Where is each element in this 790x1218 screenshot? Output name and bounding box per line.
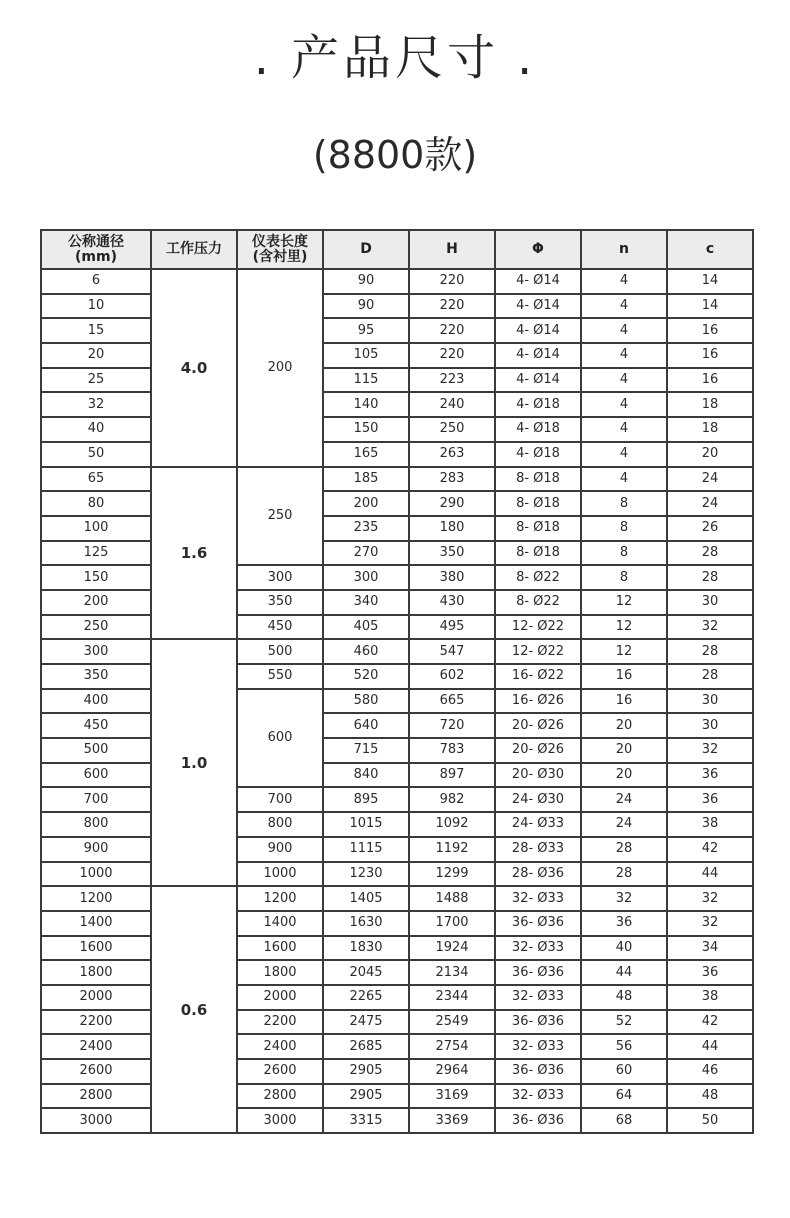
cell-d: 640 [323,713,409,738]
cell-h: 430 [409,590,495,615]
cell-n: 16 [581,664,667,689]
cell-h: 350 [409,541,495,566]
cell-d: 300 [323,565,409,590]
cell-phi: 20- Ø26 [495,738,581,763]
table-row [41,911,753,936]
cell-nominal-diameter: 6 [41,269,151,294]
cell-n: 28 [581,837,667,862]
table-row [41,713,753,738]
cell-phi: 16- Ø22 [495,664,581,689]
cell-d: 1230 [323,862,409,887]
cell-nominal-diameter: 2400 [41,1034,151,1059]
cell-nominal-diameter: 65 [41,467,151,492]
cell-c: 16 [667,318,753,343]
table-row [41,541,753,566]
header-h: H [409,230,495,269]
table-row [41,294,753,319]
cell-n: 20 [581,738,667,763]
cell-n: 44 [581,960,667,985]
cell-n: 20 [581,763,667,788]
cell-nominal-diameter: 200 [41,590,151,615]
cell-meter-length: 300 [237,565,323,590]
cell-c: 16 [667,368,753,393]
cell-nominal-diameter: 50 [41,442,151,467]
cell-meter-length: 800 [237,812,323,837]
cell-n: 12 [581,615,667,640]
cell-c: 20 [667,442,753,467]
cell-h: 180 [409,516,495,541]
cell-d: 2045 [323,960,409,985]
cell-phi: 32- Ø33 [495,985,581,1010]
cell-h: 1700 [409,911,495,936]
cell-d: 165 [323,442,409,467]
cell-meter-length: 500 [237,639,323,664]
cell-h: 290 [409,491,495,516]
cell-d: 2265 [323,985,409,1010]
table-row [41,763,753,788]
cell-c: 14 [667,269,753,294]
cell-d: 90 [323,269,409,294]
cell-phi: 4- Ø18 [495,392,581,417]
header-d: D [323,230,409,269]
cell-d: 1630 [323,911,409,936]
cell-phi: 36- Ø36 [495,911,581,936]
cell-phi: 4- Ø14 [495,269,581,294]
cell-nominal-diameter: 2200 [41,1010,151,1035]
cell-phi: 8- Ø18 [495,516,581,541]
cell-meter-length: 2800 [237,1084,323,1109]
cell-meter-length: 1400 [237,911,323,936]
table-row [41,1108,753,1133]
cell-n: 24 [581,787,667,812]
cell-meter-length: 2000 [237,985,323,1010]
cell-n: 4 [581,269,667,294]
cell-c: 30 [667,713,753,738]
cell-nominal-diameter: 600 [41,763,151,788]
cell-meter-length: 2400 [237,1034,323,1059]
cell-nominal-diameter: 1800 [41,960,151,985]
cell-d: 520 [323,664,409,689]
cell-phi: 4- Ø14 [495,343,581,368]
cell-nominal-diameter: 125 [41,541,151,566]
cell-meter-length: 3000 [237,1108,323,1133]
cell-c: 24 [667,467,753,492]
cell-h: 220 [409,294,495,319]
cell-n: 52 [581,1010,667,1035]
cell-c: 48 [667,1084,753,1109]
table-row [41,1010,753,1035]
cell-phi: 28- Ø33 [495,837,581,862]
table-row [41,318,753,343]
page-title [0,28,790,88]
cell-nominal-diameter: 25 [41,368,151,393]
table-row [41,664,753,689]
cell-meter-length: 1800 [237,960,323,985]
cell-c: 32 [667,886,753,911]
cell-nominal-diameter: 1000 [41,862,151,887]
cell-working-pressure: 1.6 [151,467,237,640]
table-row [41,392,753,417]
cell-d: 405 [323,615,409,640]
cell-nominal-diameter: 15 [41,318,151,343]
cell-d: 2905 [323,1059,409,1084]
cell-c: 32 [667,911,753,936]
cell-d: 2475 [323,1010,409,1035]
cell-h: 2549 [409,1010,495,1035]
cell-n: 56 [581,1034,667,1059]
cell-nominal-diameter: 300 [41,639,151,664]
cell-n: 24 [581,812,667,837]
cell-h: 220 [409,343,495,368]
cell-n: 8 [581,491,667,516]
cell-phi: 4- Ø14 [495,368,581,393]
cell-nominal-diameter: 40 [41,417,151,442]
cell-h: 380 [409,565,495,590]
cell-c: 36 [667,763,753,788]
table-row [41,886,753,911]
cell-n: 4 [581,392,667,417]
table-row [41,787,753,812]
cell-d: 715 [323,738,409,763]
cell-phi: 32- Ø33 [495,1084,581,1109]
cell-d: 1405 [323,886,409,911]
cell-d: 2685 [323,1034,409,1059]
cell-n: 4 [581,442,667,467]
cell-d: 580 [323,689,409,714]
cell-c: 36 [667,787,753,812]
table-row [41,1059,753,1084]
cell-h: 283 [409,467,495,492]
cell-h: 263 [409,442,495,467]
cell-n: 40 [581,936,667,961]
cell-meter-length: 350 [237,590,323,615]
table-row [41,936,753,961]
cell-c: 18 [667,392,753,417]
cell-h: 1299 [409,862,495,887]
cell-h: 240 [409,392,495,417]
cell-c: 28 [667,664,753,689]
cell-h: 897 [409,763,495,788]
cell-nominal-diameter: 1400 [41,911,151,936]
cell-phi: 4- Ø14 [495,318,581,343]
cell-n: 60 [581,1059,667,1084]
cell-nominal-diameter: 800 [41,812,151,837]
cell-d: 185 [323,467,409,492]
table-row [41,639,753,664]
cell-d: 3315 [323,1108,409,1133]
table-row [41,812,753,837]
model-subtitle: (8800款) [312,133,478,177]
header-n: n [581,230,667,269]
cell-c: 42 [667,1010,753,1035]
cell-meter-length: 1200 [237,886,323,911]
cell-nominal-diameter: 20 [41,343,151,368]
cell-n: 28 [581,862,667,887]
cell-c: 50 [667,1108,753,1133]
cell-phi: 16- Ø26 [495,689,581,714]
title-dot-left: . [253,30,273,86]
cell-phi: 20- Ø30 [495,763,581,788]
cell-phi: 32- Ø33 [495,886,581,911]
header-working-pressure: 工作压力 [151,230,237,269]
cell-phi: 24- Ø30 [495,787,581,812]
cell-nominal-diameter: 2800 [41,1084,151,1109]
cell-phi: 36- Ø36 [495,1010,581,1035]
cell-nominal-diameter: 1200 [41,886,151,911]
cell-n: 68 [581,1108,667,1133]
cell-meter-length: 250 [237,467,323,566]
cell-d: 140 [323,392,409,417]
table-row [41,960,753,985]
cell-c: 32 [667,738,753,763]
cell-c: 30 [667,689,753,714]
dimension-table [40,229,754,1134]
cell-h: 1924 [409,936,495,961]
cell-n: 8 [581,541,667,566]
cell-phi: 12- Ø22 [495,615,581,640]
cell-c: 14 [667,294,753,319]
cell-phi: 36- Ø36 [495,960,581,985]
cell-phi: 32- Ø33 [495,1034,581,1059]
cell-meter-length: 700 [237,787,323,812]
cell-n: 36 [581,911,667,936]
cell-n: 12 [581,590,667,615]
cell-c: 36 [667,960,753,985]
cell-nominal-diameter: 2000 [41,985,151,1010]
cell-c: 18 [667,417,753,442]
cell-h: 602 [409,664,495,689]
cell-h: 2344 [409,985,495,1010]
title-dot-right: . [517,30,537,86]
cell-h: 220 [409,269,495,294]
cell-c: 28 [667,565,753,590]
cell-d: 1115 [323,837,409,862]
cell-phi: 36- Ø36 [495,1108,581,1133]
cell-working-pressure: 0.6 [151,886,237,1133]
cell-n: 64 [581,1084,667,1109]
cell-meter-length: 2200 [237,1010,323,1035]
cell-nominal-diameter: 100 [41,516,151,541]
cell-d: 895 [323,787,409,812]
cell-phi: 4- Ø18 [495,417,581,442]
cell-h: 250 [409,417,495,442]
table-row [41,417,753,442]
cell-h: 783 [409,738,495,763]
cell-nominal-diameter: 450 [41,713,151,738]
cell-c: 44 [667,1034,753,1059]
table-row [41,837,753,862]
cell-n: 16 [581,689,667,714]
cell-phi: 8- Ø22 [495,565,581,590]
cell-nominal-diameter: 3000 [41,1108,151,1133]
cell-n: 4 [581,417,667,442]
cell-nominal-diameter: 250 [41,615,151,640]
table-row [41,862,753,887]
cell-meter-length: 200 [237,269,323,467]
cell-phi: 20- Ø26 [495,713,581,738]
cell-c: 44 [667,862,753,887]
cell-d: 2905 [323,1084,409,1109]
table-row [41,467,753,492]
cell-d: 1830 [323,936,409,961]
header-nominal-diameter: 公称通径 (mm) [41,230,151,269]
cell-n: 4 [581,368,667,393]
cell-d: 90 [323,294,409,319]
cell-nominal-diameter: 900 [41,837,151,862]
cell-h: 1488 [409,886,495,911]
table-header-row [41,230,753,269]
cell-phi: 12- Ø22 [495,639,581,664]
header-c: c [667,230,753,269]
cell-d: 1015 [323,812,409,837]
cell-d: 105 [323,343,409,368]
cell-c: 38 [667,985,753,1010]
cell-nominal-diameter: 10 [41,294,151,319]
cell-phi: 28- Ø36 [495,862,581,887]
cell-meter-length: 2600 [237,1059,323,1084]
cell-nominal-diameter: 700 [41,787,151,812]
table-row [41,565,753,590]
cell-c: 42 [667,837,753,862]
cell-phi: 8- Ø18 [495,467,581,492]
cell-phi: 4- Ø18 [495,442,581,467]
cell-working-pressure: 4.0 [151,269,237,467]
cell-h: 2134 [409,960,495,985]
cell-meter-length: 900 [237,837,323,862]
cell-nominal-diameter: 500 [41,738,151,763]
cell-phi: 8- Ø18 [495,541,581,566]
cell-phi: 24- Ø33 [495,812,581,837]
cell-h: 495 [409,615,495,640]
cell-c: 16 [667,343,753,368]
cell-h: 220 [409,318,495,343]
title-text: 产品尺寸 [290,30,499,86]
cell-h: 547 [409,639,495,664]
header-phi: Φ [495,230,581,269]
cell-n: 8 [581,516,667,541]
table-row [41,689,753,714]
cell-phi: 32- Ø33 [495,936,581,961]
cell-h: 1192 [409,837,495,862]
table-row [41,491,753,516]
cell-h: 665 [409,689,495,714]
cell-n: 4 [581,318,667,343]
cell-phi: 8- Ø22 [495,590,581,615]
cell-c: 24 [667,491,753,516]
table-row [41,269,753,294]
cell-d: 840 [323,763,409,788]
cell-n: 4 [581,294,667,319]
cell-h: 1092 [409,812,495,837]
table-row [41,1034,753,1059]
cell-n: 32 [581,886,667,911]
cell-h: 720 [409,713,495,738]
cell-phi: 4- Ø14 [495,294,581,319]
table-row [41,442,753,467]
cell-n: 4 [581,343,667,368]
cell-d: 460 [323,639,409,664]
cell-nominal-diameter: 350 [41,664,151,689]
cell-meter-length: 1600 [237,936,323,961]
cell-h: 2964 [409,1059,495,1084]
cell-n: 8 [581,565,667,590]
cell-d: 270 [323,541,409,566]
cell-phi: 36- Ø36 [495,1059,581,1084]
cell-c: 26 [667,516,753,541]
cell-h: 3369 [409,1108,495,1133]
cell-nominal-diameter: 80 [41,491,151,516]
header-meter-length: 仪表长度 (含衬里) [237,230,323,269]
cell-n: 48 [581,985,667,1010]
cell-c: 32 [667,615,753,640]
cell-meter-length: 1000 [237,862,323,887]
cell-nominal-diameter: 1600 [41,936,151,961]
cell-d: 200 [323,491,409,516]
cell-h: 982 [409,787,495,812]
cell-h: 2754 [409,1034,495,1059]
cell-nominal-diameter: 32 [41,392,151,417]
cell-d: 150 [323,417,409,442]
table-row [41,1084,753,1109]
cell-c: 38 [667,812,753,837]
cell-nominal-diameter: 150 [41,565,151,590]
table-row [41,343,753,368]
cell-meter-length: 450 [237,615,323,640]
cell-c: 30 [667,590,753,615]
table-row [41,590,753,615]
cell-working-pressure: 1.0 [151,639,237,886]
table-row [41,368,753,393]
cell-d: 235 [323,516,409,541]
cell-d: 95 [323,318,409,343]
cell-phi: 8- Ø18 [495,491,581,516]
cell-n: 20 [581,713,667,738]
cell-c: 34 [667,936,753,961]
cell-d: 115 [323,368,409,393]
cell-meter-length: 600 [237,689,323,788]
table-row [41,615,753,640]
table-row [41,738,753,763]
cell-meter-length: 550 [237,664,323,689]
cell-n: 12 [581,639,667,664]
cell-c: 28 [667,541,753,566]
cell-nominal-diameter: 400 [41,689,151,714]
table-row [41,985,753,1010]
cell-h: 223 [409,368,495,393]
cell-n: 4 [581,467,667,492]
table-row [41,516,753,541]
cell-nominal-diameter: 2600 [41,1059,151,1084]
cell-d: 340 [323,590,409,615]
cell-c: 46 [667,1059,753,1084]
cell-c: 28 [667,639,753,664]
cell-h: 3169 [409,1084,495,1109]
